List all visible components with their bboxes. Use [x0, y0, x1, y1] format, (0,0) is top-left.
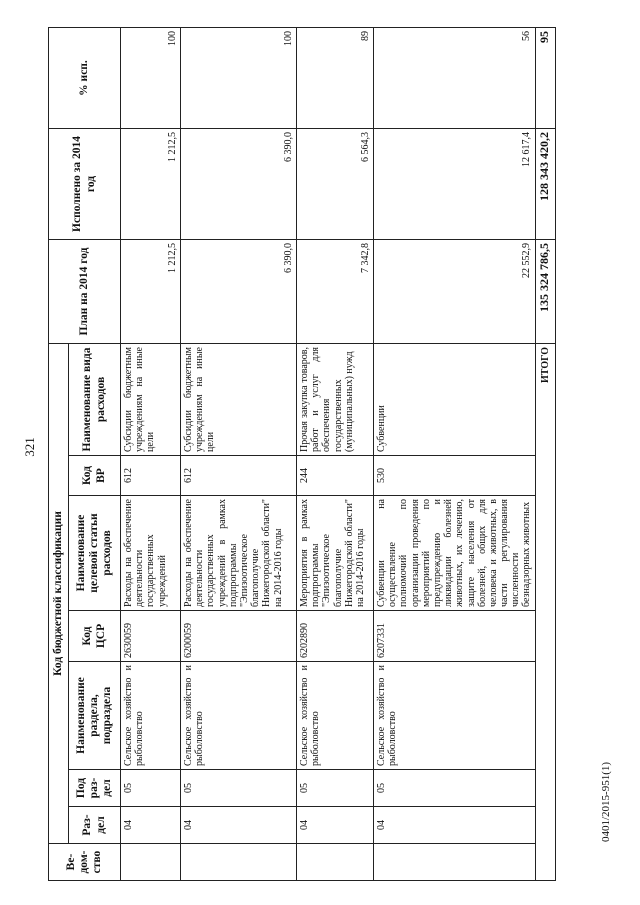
cell-percent: 89 — [297, 28, 374, 129]
cell-naim-stati: Субвенции на осуществление полномочий по организации проведения мероприятий по предупреждению и ликвидации болезней животных, их лечению, защите населения от болезней, общих для человека и животных, в части регулирования численности безнадзорных животных — [374, 496, 536, 611]
cell-vedomstvo — [181, 844, 297, 881]
cell-naim-stati: Расходы на обеспечение деятельности государственных учреждений — [121, 496, 181, 611]
cell-razdel: 04 — [374, 807, 536, 844]
header-percent: % исп. — [49, 28, 121, 129]
cell-kod-csr: 6207331 — [374, 611, 536, 662]
budget-table-rotated — [48, 28, 552, 881]
cell-plan: 22 552,9 — [374, 240, 536, 344]
cell-razdel: 04 — [121, 807, 181, 844]
cell-ispolneno: 1 212,5 — [121, 129, 181, 240]
cell-percent: 100 — [121, 28, 181, 129]
cell-kod-csr: 6200059 — [181, 611, 297, 662]
cell-naim-stati: Расходы на обеспечение деятельности государственных учреждений в рамках подпрограммы "Эпизоотическое благополучие Нижегородской области" на 2014-2016 годы — [181, 496, 297, 611]
cell-naim-vida: Субвенции — [374, 344, 536, 456]
header-naim-razdela: Наименование раздела, подраздела — [69, 662, 121, 770]
cell-percent: 100 — [181, 28, 297, 129]
cell-plan: 6 390,0 — [181, 240, 297, 344]
cell-podrazdel: 05 — [374, 770, 536, 807]
cell-naim-vida: Прочая закупка товаров, работ и услуг для обеспечения государственных (муниципальных) нужд — [297, 344, 374, 456]
table-row — [297, 28, 374, 881]
header-vedomstvo: Ве-дом-ство — [49, 844, 121, 881]
budget-table — [48, 27, 556, 881]
cell-razdel: 04 — [297, 807, 374, 844]
total-row — [535, 28, 555, 881]
header-naim-vida: Наименование вида расходов — [69, 344, 121, 456]
cell-naim-razdela: Сельское хозяйство и рыболовство — [297, 662, 374, 770]
cell-vedomstvo — [374, 844, 536, 881]
total-plan: 135 324 786,5 — [535, 240, 555, 344]
cell-ispolneno: 6 564,3 — [297, 129, 374, 240]
header-plan: План на 2014 год — [49, 240, 121, 344]
table-row — [374, 28, 536, 881]
cell-vedomstvo — [297, 844, 374, 881]
header-razdel: Раз-дел — [69, 807, 121, 844]
cell-plan: 1 212,5 — [121, 240, 181, 344]
cell-podrazdel: 05 — [121, 770, 181, 807]
cell-naim-razdela: Сельское хозяйство и рыболовство — [374, 662, 536, 770]
cell-naim-razdela: Сельское хозяйство и рыболовство — [121, 662, 181, 770]
cell-naim-vida: Субсидии бюджетным учреждениям на иные цели — [121, 344, 181, 456]
cell-kod-csr: 2630059 — [121, 611, 181, 662]
cell-naim-vida: Субсидии бюджетным учреждениям на иные цели — [181, 344, 297, 456]
cell-vedomstvo — [121, 844, 181, 881]
header-group-classification: Код бюджетной классификации — [49, 344, 69, 844]
cell-plan: 7 342,8 — [297, 240, 374, 344]
cell-percent: 56 — [374, 28, 536, 129]
cell-kod-vr: 244 — [297, 456, 374, 496]
header-podrazdel: Под раз-дел — [69, 770, 121, 807]
table-row — [181, 28, 297, 881]
cell-podrazdel: 05 — [181, 770, 297, 807]
cell-naim-razdela: Сельское хозяйство и рыболовство — [181, 662, 297, 770]
header-kod-csr: Код ЦСР — [69, 611, 121, 662]
budget-table-sheet — [48, 28, 552, 881]
cell-kod-vr: 530 — [374, 456, 536, 496]
header-row-group — [49, 28, 69, 881]
document-code: 0401/2015-951(1) — [600, 761, 612, 843]
cell-ispolneno: 12 617,4 — [374, 129, 536, 240]
cell-kod-vr: 612 — [121, 456, 181, 496]
header-naim-stati: Наименование целевой статьи расходов — [69, 496, 121, 611]
header-kod-vr: Код ВР — [69, 456, 121, 496]
cell-kod-csr: 6202890 — [297, 611, 374, 662]
table-row — [121, 28, 181, 881]
cell-kod-vr: 612 — [181, 456, 297, 496]
page-number: 321 — [22, 437, 37, 457]
cell-razdel: 04 — [181, 807, 297, 844]
cell-naim-stati: Мероприятия в рамках подпрограммы "Эпизоотическое благополучие Нижегородской области" на 2014-2016 годы — [297, 496, 374, 611]
header-ispolneno: Исполнено за 2014 год — [49, 129, 121, 240]
total-label: ИТОГО — [535, 344, 555, 881]
cell-ispolneno: 6 390,0 — [181, 129, 297, 240]
cell-podrazdel: 05 — [297, 770, 374, 807]
total-ispolneno: 128 343 420,2 — [535, 129, 555, 240]
total-percent: 95 — [535, 28, 555, 129]
